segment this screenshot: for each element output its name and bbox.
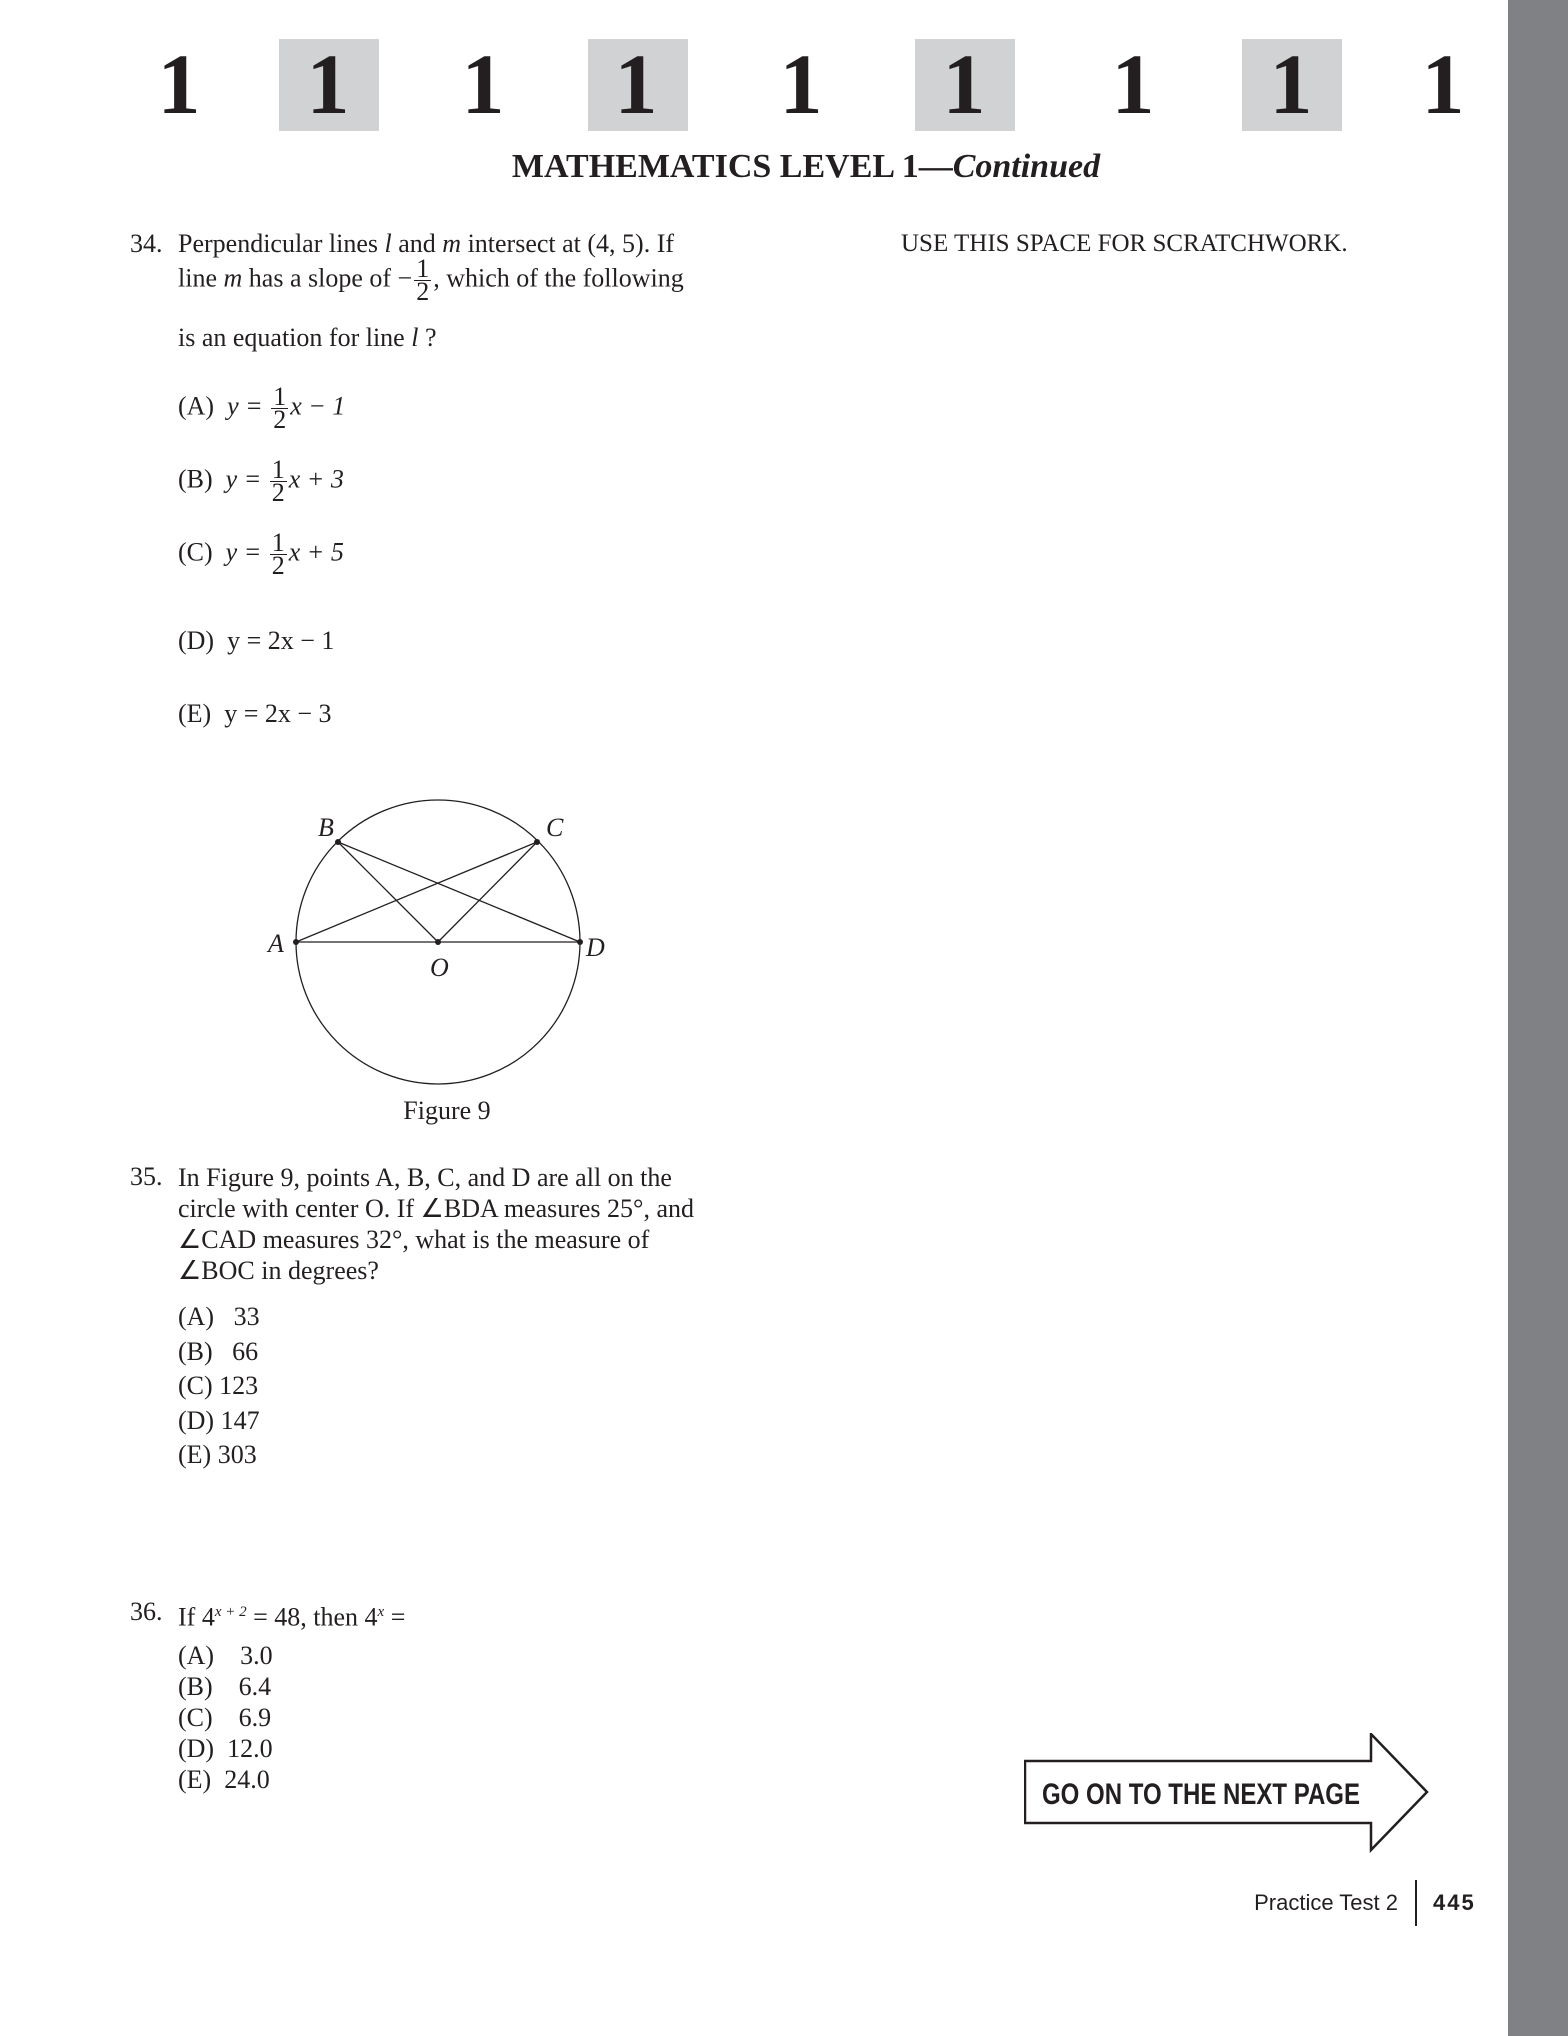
section-mark: 1 (1269, 36, 1313, 132)
section-mark: 1 (157, 36, 201, 132)
choice-value: 6.4 (238, 1672, 272, 1701)
section-mark: 1 (461, 36, 505, 132)
t: has a slope of − (242, 263, 413, 293)
footer-divider (1415, 1880, 1417, 1926)
choice-post: x + 3 (288, 464, 344, 494)
choice-label: (C) (178, 1371, 213, 1400)
segment-co (438, 842, 537, 942)
choice-value: 6.9 (238, 1703, 272, 1732)
denominator: 2 (271, 478, 285, 507)
choice-post: x + 5 (288, 537, 344, 567)
choice-34-e[interactable] (178, 699, 332, 729)
t: = 48, then 4 (246, 1602, 378, 1632)
choice-label: (C) (178, 537, 213, 567)
fraction (414, 254, 431, 306)
choice-35-b[interactable] (178, 1335, 260, 1370)
var-l: l (384, 229, 392, 258)
question-34-line2 (178, 254, 684, 306)
choice-34-c[interactable] (178, 528, 344, 580)
page-edge-bar (1508, 0, 1568, 2036)
choice-label: (A) (178, 1641, 215, 1670)
choice-34-d[interactable] (178, 626, 334, 656)
t: ? (418, 323, 437, 352)
t: and (391, 229, 443, 258)
choice-label: (E) (178, 1440, 212, 1469)
exponent: x + 2 (214, 1604, 247, 1620)
choice-value: 147 (220, 1405, 260, 1435)
label-b: B (318, 813, 334, 842)
section-mark: 1 (1111, 36, 1155, 132)
point-o (435, 939, 441, 945)
denominator: 2 (273, 405, 287, 434)
point-c (534, 839, 540, 845)
t: , which of the following (433, 263, 684, 293)
choice-text: y = 2x − 3 (224, 699, 332, 728)
choice-pre: y = (225, 464, 262, 494)
q-line: circle with center O. If ∠BDA measures 25°, and (178, 1194, 694, 1223)
footer-label: Practice Test 2 (1254, 1890, 1398, 1915)
choice-36-d[interactable] (178, 1733, 273, 1764)
choice-35-d[interactable] (178, 1404, 260, 1439)
figure-9-circle-diagram (260, 780, 640, 1110)
t: If 4 (178, 1602, 215, 1632)
numerator: 1 (271, 455, 285, 484)
var-m: m (223, 263, 243, 293)
point-d (577, 939, 583, 945)
numerator: 1 (271, 528, 285, 557)
choice-value: 33 (233, 1302, 260, 1331)
choice-pre: y = (227, 391, 263, 421)
question-35-number: 35. (130, 1162, 163, 1191)
choice-35-a[interactable] (178, 1300, 260, 1335)
choice-label: (D) (178, 626, 215, 655)
choice-36-b[interactable] (178, 1671, 273, 1702)
label-a: A (268, 929, 284, 958)
choice-label: (B) (178, 464, 213, 494)
point-a (293, 939, 299, 945)
choice-label: (D) (178, 1734, 215, 1763)
choice-label: (B) (178, 1336, 213, 1366)
question-36-choices (178, 1640, 273, 1795)
segment-ac (296, 842, 537, 942)
section-mark: 1 (779, 36, 823, 132)
choice-label: (E) (178, 1765, 212, 1794)
choice-36-e[interactable] (178, 1764, 273, 1795)
segment-bo (338, 842, 438, 942)
choice-value: 66 (232, 1336, 259, 1366)
choice-post: x − 1 (290, 391, 346, 421)
t: line (178, 263, 224, 293)
fraction (271, 382, 288, 434)
label-o: O (430, 953, 449, 982)
exponent: x (377, 1604, 385, 1620)
choice-label: (C) (178, 1703, 213, 1732)
denominator: 2 (416, 277, 430, 306)
scratchwork-label: USE THIS SPACE FOR SCRATCHWORK. (901, 230, 1348, 257)
next-page-arrow[interactable] (1024, 1733, 1429, 1853)
t: intersect at (4, 5). If (461, 229, 675, 258)
page-number: 445 (1433, 1890, 1476, 1915)
choice-pre: y = (225, 537, 262, 567)
section-mark: 1 (306, 36, 350, 132)
title-main: MATHEMATICS LEVEL 1— (511, 148, 953, 185)
numerator: 1 (273, 382, 287, 411)
choice-value: 12.0 (227, 1734, 273, 1763)
numerator: 1 (416, 254, 430, 283)
next-page-label: GO ON TO THE NEXT PAGE (1042, 1778, 1360, 1811)
choice-value: 303 (217, 1440, 257, 1469)
label-d: D (586, 933, 605, 962)
figure-caption: Figure 9 (403, 1096, 491, 1125)
choice-label: (A) (178, 391, 215, 421)
choice-value: 24.0 (224, 1765, 270, 1794)
choice-36-a[interactable] (178, 1640, 273, 1671)
fraction (270, 455, 287, 507)
q-line: ∠BOC in degrees? (178, 1256, 379, 1285)
denominator: 2 (271, 551, 285, 580)
t: Perpendicular lines (178, 229, 385, 258)
question-34-line3 (178, 323, 437, 353)
label-c: C (546, 813, 564, 842)
choice-label: (D) (178, 1405, 215, 1435)
point-b (335, 839, 341, 845)
choice-34-b[interactable] (178, 455, 344, 507)
section-mark: 1 (942, 36, 986, 132)
choice-35-c[interactable] (178, 1369, 260, 1404)
question-35-choices (178, 1300, 260, 1473)
question-34-number: 34. (130, 229, 163, 258)
choice-value: 123 (219, 1371, 259, 1400)
section-mark: 1 (614, 36, 658, 132)
t: = (384, 1602, 406, 1632)
var-m: m (442, 229, 462, 258)
question-35-text (178, 1162, 694, 1286)
q-line: In Figure 9, points A, B, C, and D are all on the (178, 1163, 672, 1192)
choice-34-a[interactable] (178, 382, 346, 434)
question-36-number: 36. (130, 1597, 163, 1626)
fraction (270, 528, 287, 580)
t: is an equation for line (178, 323, 412, 352)
q-line: ∠CAD measures 32°, what is the measure of (178, 1225, 650, 1254)
segment-bd (338, 842, 580, 942)
question-36-text (178, 1597, 405, 1633)
choice-value: 3.0 (240, 1641, 273, 1670)
page-title (0, 148, 1508, 186)
var-l: l (411, 323, 419, 352)
title-continued: Continued (952, 148, 1101, 185)
section-mark: 1 (1421, 36, 1465, 132)
choice-label: (B) (178, 1672, 213, 1701)
choice-label: (E) (178, 699, 212, 728)
choice-text: y = 2x − 1 (227, 626, 335, 655)
choice-label: (A) (178, 1302, 215, 1331)
choice-35-e[interactable] (178, 1438, 260, 1473)
choice-36-c[interactable] (178, 1702, 273, 1733)
